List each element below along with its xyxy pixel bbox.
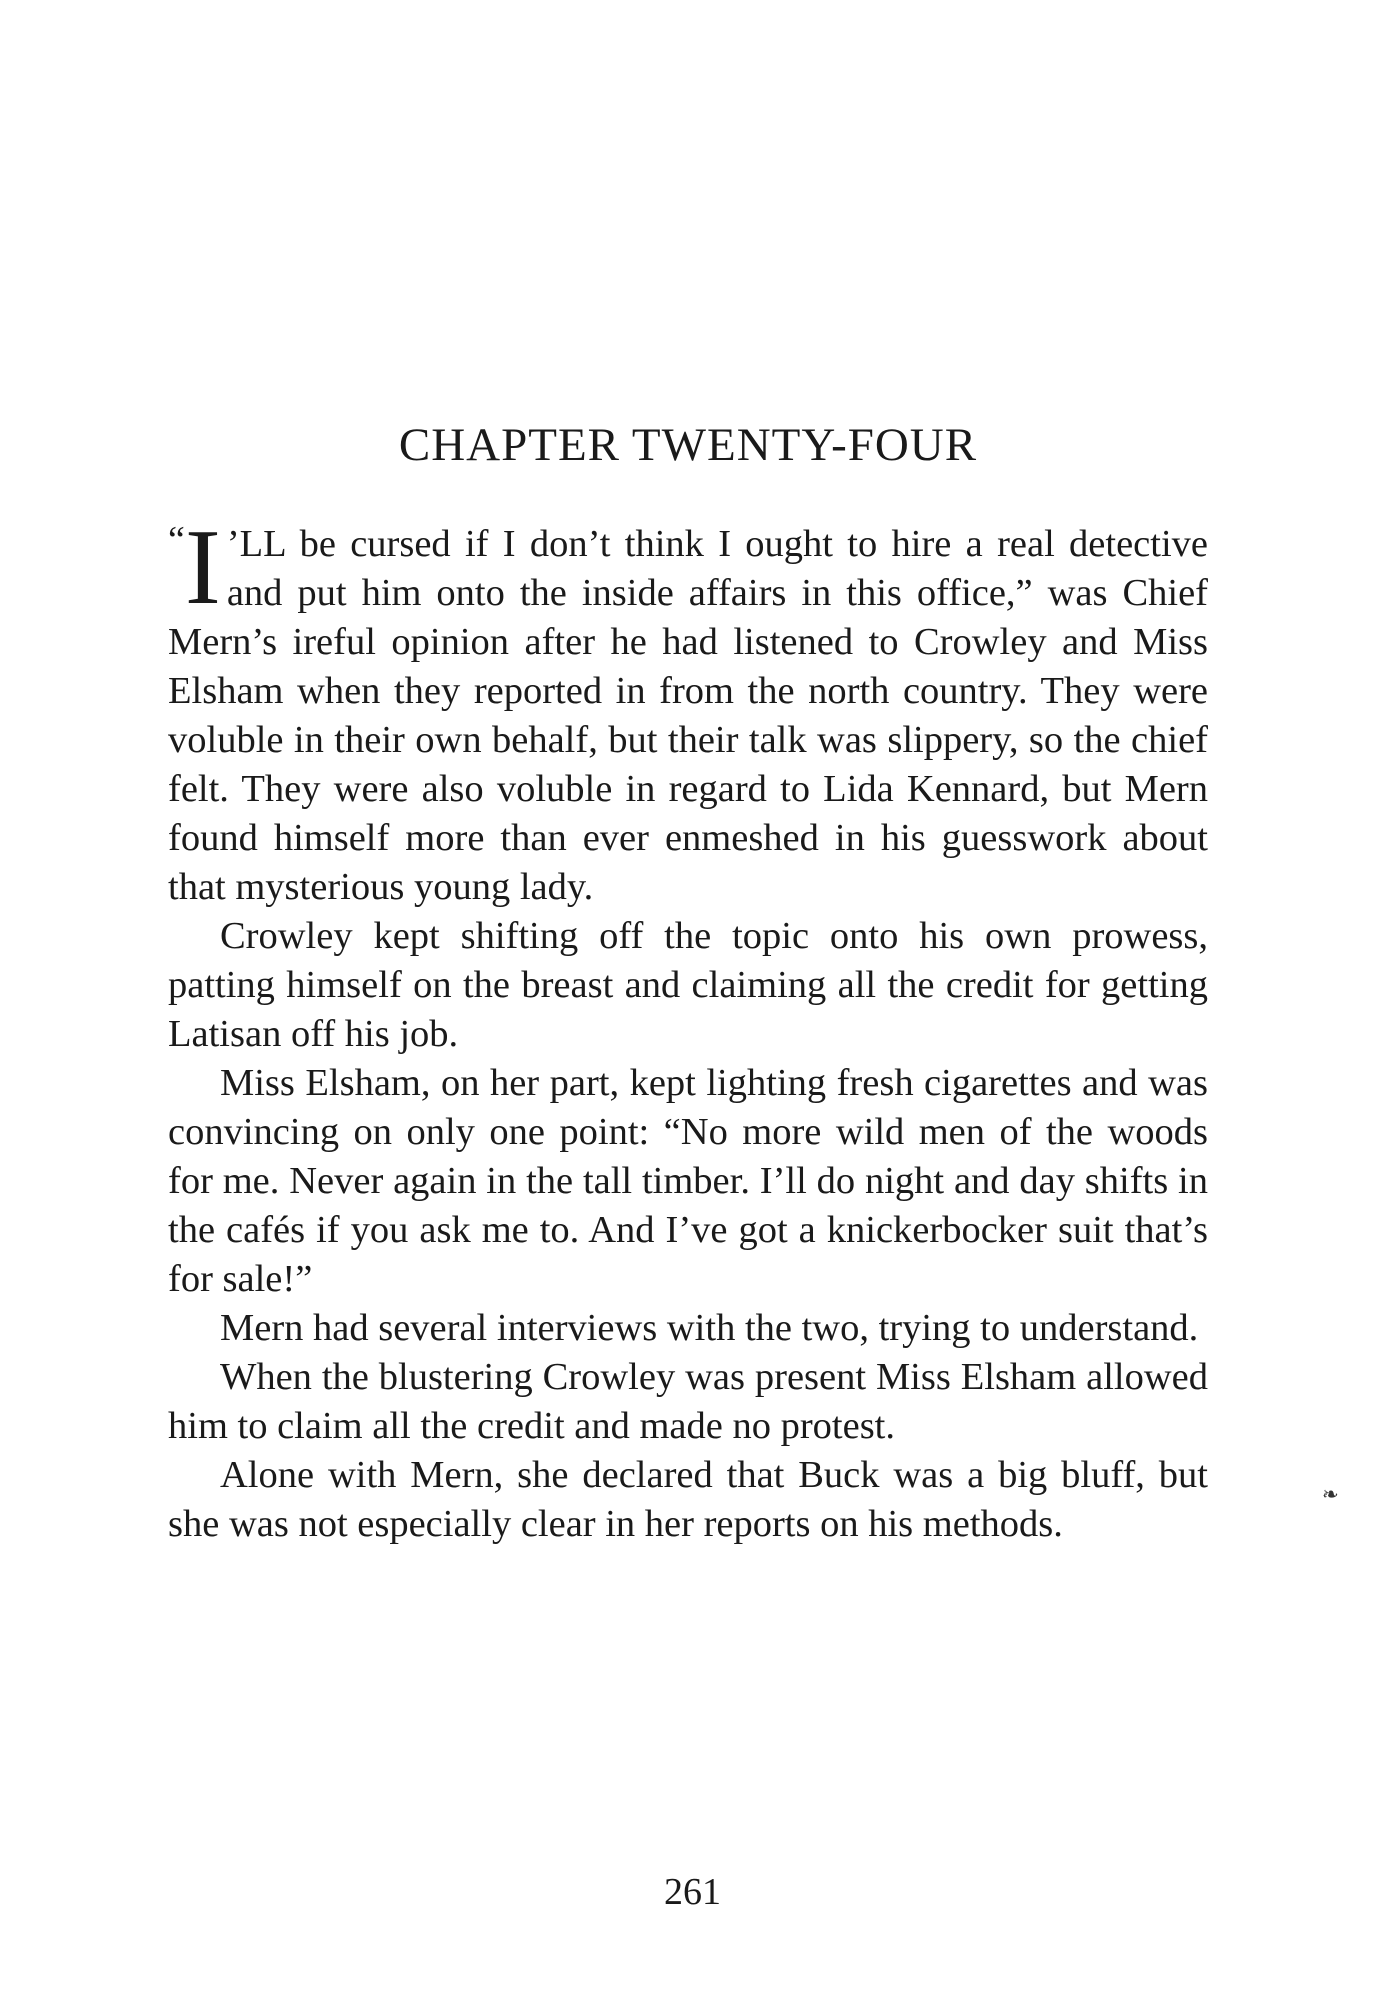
page-number: 261 bbox=[664, 1871, 721, 1913]
margin-ink-mark: ❧ bbox=[1322, 1484, 1339, 1506]
paragraph-6: Alone with Mern, she declared that Buck was a big bluff, but she was not especially clear in her reports on his methods. bbox=[168, 1454, 1208, 1545]
chapter-title: CHAPTER TWENTY-FOUR bbox=[398, 419, 978, 471]
paragraph-4: Mern had several interviews with the two, trying to understand. bbox=[220, 1307, 1199, 1349]
paragraph-3: Miss Elsham, on her part, kept lighting fresh cigarettes and was convincing on only one point: “No more wild men of the woods for me. Never again in the tall timber. I’ll do night and day shifts in the cafés if you ask me to. And I’ve got a knickerbocker suit that’s for sale!” bbox=[168, 1062, 1208, 1300]
paragraph-1 bbox=[168, 508, 1208, 912]
opening-quote: “ bbox=[168, 519, 185, 561]
paragraph-1-text: ’LL be cursed if I don’t think I ought to hire a real detective and put him onto the inside affairs in this office,” was Chief Mern’s ireful opinion after he had listened to Crowley and Miss Elsham when they reported in from the north country. They were voluble in their own behalf, but their talk was slippery, so the chief felt. They were also voluble in regard to Lida Kennard, but Mern found himself more than ever enmeshed in his guesswork about that mysterious young lady. bbox=[168, 523, 1208, 908]
paragraph-5: When the blustering Crowley was present Miss Elsham allowed him to claim all the credit and made no protest. bbox=[168, 1356, 1208, 1447]
drop-cap: I bbox=[184, 508, 221, 627]
chapter-body bbox=[168, 508, 1208, 1549]
paragraph-2: Crowley kept shifting off the topic onto his own prowess, patting himself on the breast and claiming all the credit for getting Latisan off his job. bbox=[168, 915, 1208, 1055]
